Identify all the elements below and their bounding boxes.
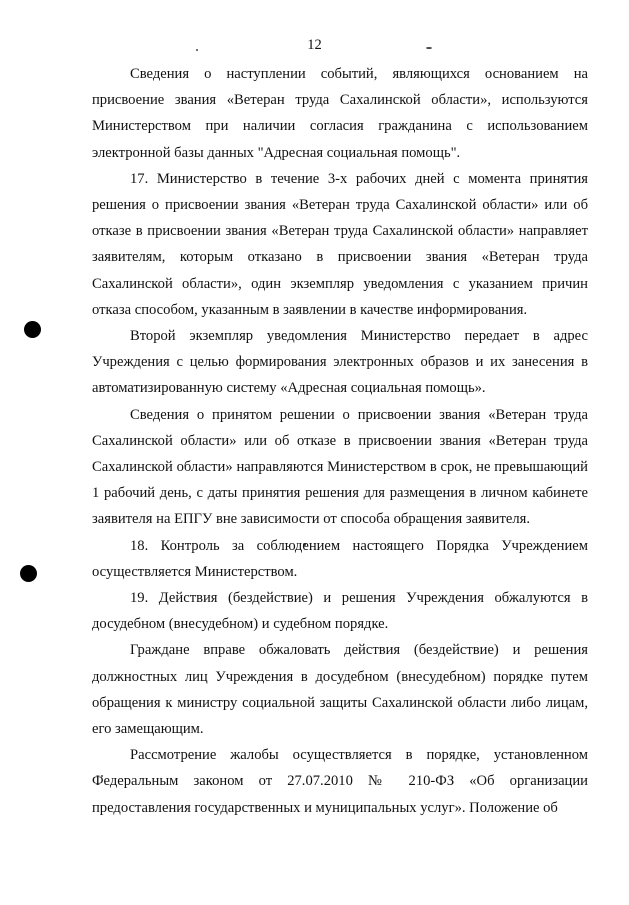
- scan-speck: [196, 49, 198, 51]
- paragraph: 19. Действия (бездействие) и решения Учреждения обжалуются в досудебном (внесудебном) и судебном порядке.: [92, 590, 588, 633]
- paragraph: 18. Контроль за соблюдением настоящего Порядка Учреждением осуществляется Министерством.: [92, 537, 588, 580]
- paragraph: Сведения о принятом решении о присвоении звания «Ветеран труда Сахалинской области» или об отказе в присвоении звания «Ветеран труда Сахалинской области» направляются Министерством в срок, не превышающий 1 рабочий день, с даты принятия решения для размещения в личном кабинете заявителя на ЕПГУ вне зависимости от способа обращения заявителя.: [92, 406, 588, 528]
- paragraph: 17. Министерство в течение 3-х рабочих дней с момента принятия решения о присвоении звания «Ветеран труда Сахалинской области» или об отказе в присвоении звания «Ветеран труда Сахалинской области» направляет заявителям, которым отказано в присвоении звания «Ветеран труда Сахалинской области», один экземпляр уведомления с указанием причин отказа способом, указанным в заявлении в качестве информирования.: [92, 170, 588, 318]
- punch-hole-top: [24, 321, 41, 338]
- document-body: [92, 61, 588, 821]
- paragraph: Сведения о наступлении событий, являющихся основанием на присвоение звания «Ветеран труда Сахалинской области», используются Министерством при наличии согласия гражданина с использованием электронной базы данных "Адресная социальная помощь".: [92, 66, 588, 161]
- punch-hole-bottom: [20, 565, 37, 582]
- paragraph: Рассмотрение жалобы осуществляется в порядке, установленном Федеральным законом от 27.07.2010 № 210-ФЗ «Об организации предоставления государственных и муниципальных услуг». Положение об: [92, 747, 588, 816]
- paragraph: Граждане вправе обжаловать действия (бездействие) и решения должностных лиц Учреждения в досудебном (внесудебном) порядке путем обращения к министру социальной защиты Сахалинской области либо лицам, его замещающим.: [92, 642, 588, 738]
- paragraph: Второй экземпляр уведомления Министерство передает в адрес Учреждения с целью формирования электронных образов и их занесения в автоматизированную систему «Адресная социальная помощь».: [92, 328, 588, 397]
- page-number: 12: [307, 37, 322, 53]
- scan-speck: [426, 47, 432, 49]
